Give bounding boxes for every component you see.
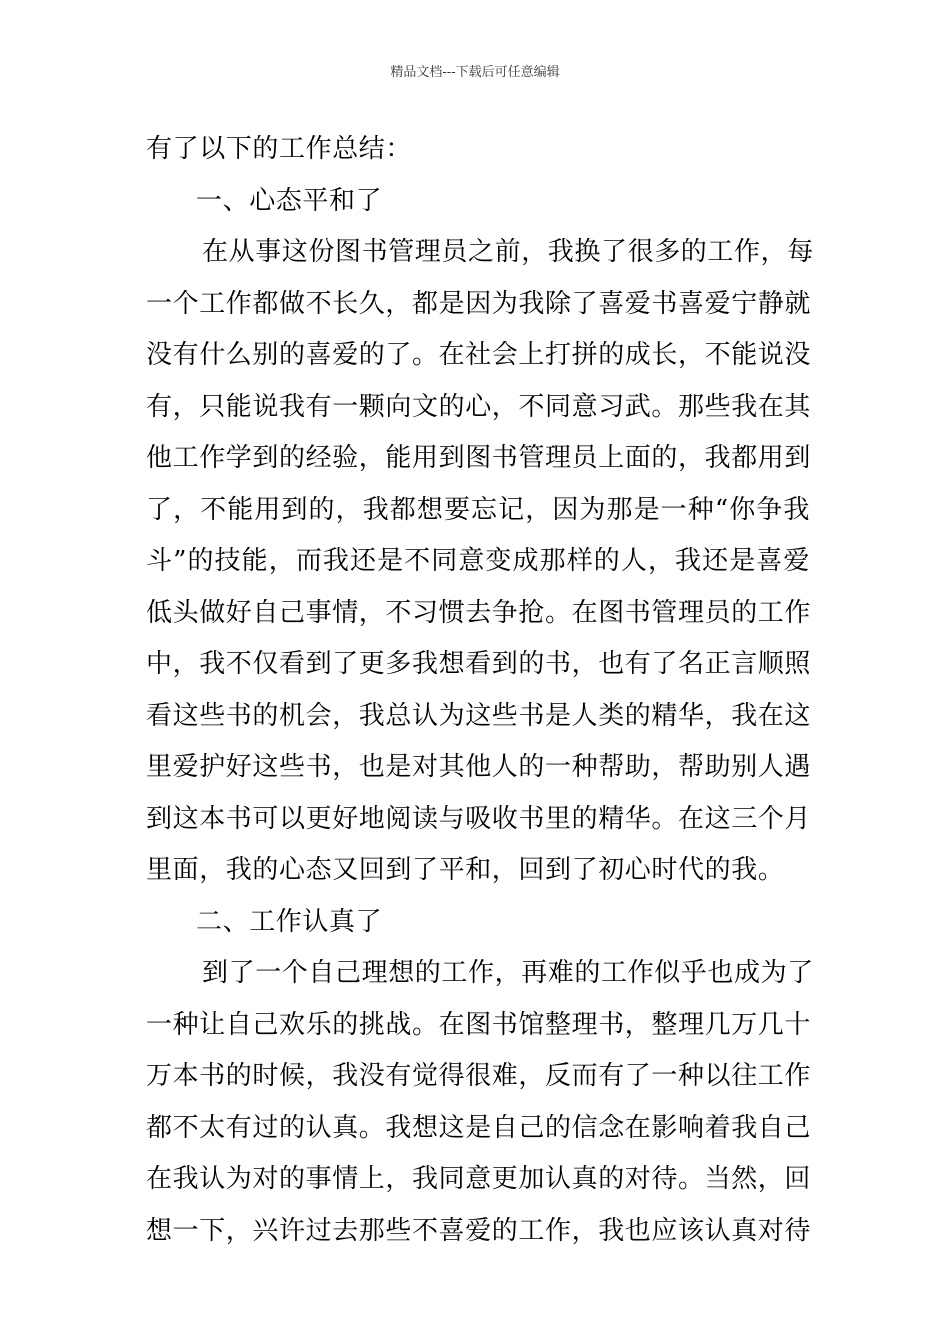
paragraph-line: 一种让自己欢乐的挑战。在图书馆整理书，整理几万几十	[146, 1009, 812, 1040]
paragraph-line: 都不太有过的认真。我想这是自己的信念在影响着我自己	[146, 1112, 812, 1143]
paragraph-line: 了，不能用到的，我都想要忘记，因为那是一种“你争我	[146, 494, 810, 525]
paragraph-line: 有，只能说我有一颗向文的心，不同意习武。那些我在其	[146, 391, 812, 422]
paragraph-line: 到这本书可以更好地阅读与吸收书里的精华。在这三个月	[146, 803, 812, 834]
text-line-intro: 有了以下的工作总结：	[146, 134, 413, 164]
paragraph-line: 看这些书的机会，我总认为这些书是人类的精华，我在这	[146, 700, 812, 731]
paragraph-line: 一个工作都做不长久，都是因为我除了喜爱书喜爱宁静就	[146, 288, 812, 319]
paragraph-line: 万本书的时候，我没有觉得很难，反而有了一种以往工作	[146, 1061, 812, 1091]
paragraph-line: 没有什么别的喜爱的了。在社会上打拼的成长，不能说没	[146, 340, 812, 370]
paragraph-line-last: 里面，我的心态又回到了平和，回到了初心时代的我。	[146, 855, 785, 885]
page-header: 精品文档---下载后可任意编辑	[390, 65, 560, 80]
paragraph-line: 低头做好自己事情，不习惯去争抢。在图书管理员的工作	[146, 597, 812, 628]
paragraph-line: 他工作学到的经验，能用到图书管理员上面的，我都用到	[146, 443, 812, 473]
paragraph-line: 到了一个自己理想的工作，再难的工作似乎也成为了	[202, 958, 814, 988]
paragraph-line: 里爱护好这些书，也是对其他人的一种帮助，帮助别人遇	[146, 752, 812, 782]
section-heading-1: 一、心态平和了	[196, 185, 383, 216]
paragraph-line: 斗”的技能，而我还是不同意变成那样的人，我还是喜爱	[146, 546, 810, 576]
paragraph-line: 想一下，兴许过去那些不喜爱的工作，我也应该认真对待	[146, 1215, 812, 1246]
section-heading-2: 二、工作认真了	[196, 906, 383, 937]
paragraph-line: 在从事这份图书管理员之前，我换了很多的工作，每	[202, 237, 814, 267]
document-body	[146, 124, 814, 1257]
paragraph-line: 在我认为对的事情上，我同意更加认真的对待。当然，回	[146, 1164, 812, 1194]
paragraph-line: 中，我不仅看到了更多我想看到的书，也有了名正言顺照	[146, 649, 812, 679]
